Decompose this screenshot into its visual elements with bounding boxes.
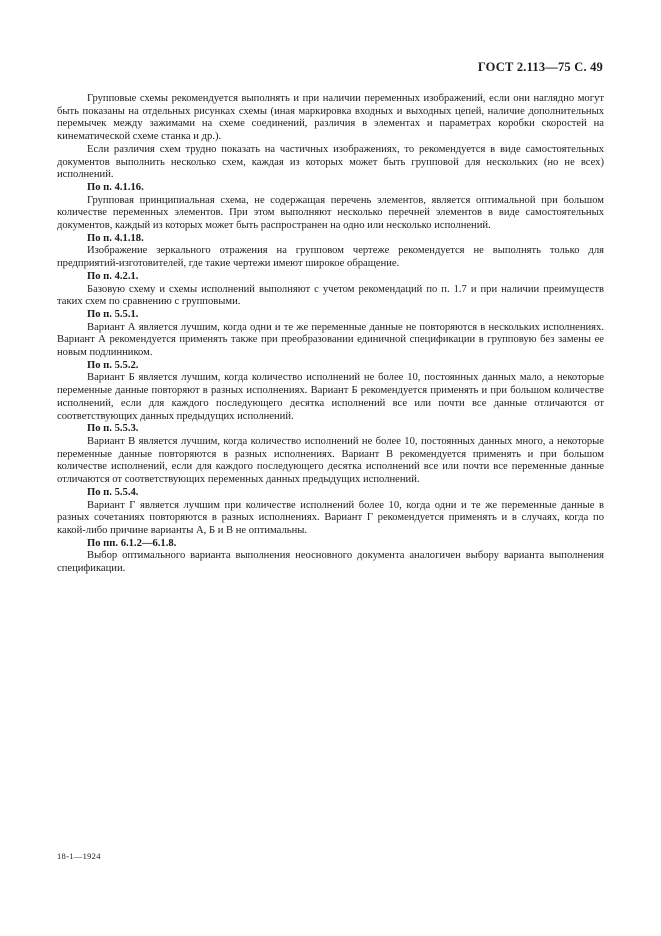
paragraph: Вариант Б является лучшим, когда количество исполнений не более 10, постоянных данных мало, а некоторые переменные данные повторяют в разных исполнениях. Вариант Б рекомендуется применять и при большом количестве исполнений, если для каждого последующего десятка исполнений все или почти все данные отличаются от соответствующих данных предыдущих исполнений. xyxy=(57,372,604,422)
print-order-code: 18-1—1924 xyxy=(57,851,101,861)
paragraph: Вариант Г является лучшим при количестве исполнений более 10, когда одни и те же переменные данные в разных сочетаниях повторяются в разных исполнениях. Вариант Г рекомендуется применять и в случаях, когда по какой-либо причине варианты А, Б и В не оптимальны. xyxy=(57,499,604,536)
clause-heading: По п. 4.2.1. xyxy=(87,270,139,282)
clause-heading: По пп. 6.1.2—6.1.8. xyxy=(87,537,177,549)
document-body xyxy=(57,93,604,576)
gost-page-header: ГОСТ 2.113—75 С. 49 xyxy=(477,60,603,74)
clause-heading: По п. 4.1.18. xyxy=(87,232,144,244)
paragraph: Выбор оптимального варианта выполнения неосновного документа аналогичен выбору варианта выполнения спецификации. xyxy=(57,550,604,575)
clause-heading: По п. 4.1.16. xyxy=(87,181,144,193)
clause-heading: По п. 5.5.1. xyxy=(87,308,139,320)
paragraph: Вариант А является лучшим, когда одни и те же переменные данные не повторяются в нескольких исполнениях. Вариант А рекомендуется применять также при преобразовании единичной спецификации в групповую без замены ее новым подлинником. xyxy=(57,321,604,359)
paragraph: Изображение зеркального отражения на групповом чертеже рекомендуется не выполнять только для предприятий-изготовителей, где такие чертежи имеют широкое обращение. xyxy=(57,245,604,270)
paragraph: Групповые схемы рекомендуется выполнять и при наличии переменных изображений, если они наглядно могут быть показаны на отдельных рисунках схемы (иная маркировка входных и выходных цепей, наличие дополнительных перемычек между зажимами на схеме соединений, различия в элементах и параметрах коробки скоростей на кинематической схеме станка и др.). xyxy=(57,93,604,143)
clause-heading: По п. 5.5.2. xyxy=(87,359,139,371)
clause-heading: По п. 5.5.4. xyxy=(87,486,139,498)
paragraph: Вариант В является лучшим, когда количество исполнений не более 10, постоянных данных много, а некоторые переменные данные повторяются в разных исполнениях. Вариант В рекомендуется применять и при большом количестве исполнений, если для каждого последующего десятка исполнений все или почти все переменные данные отличаются от соответствующих переменных данных предыдущих исполнений. xyxy=(57,435,604,486)
paragraph: Групповая принципиальная схема, не содержащая перечень элементов, является оптимальной при большом количестве переменных элементов. При этом выполняют несколько перечней элементов в виде самостоятельных документов, каждый из которых может быть распространен на одно или несколько исполнений. xyxy=(57,194,604,232)
paragraph: Если различия схем трудно показать на частичных изображениях, то рекомендуется в виде самостоятельных документов выполнить несколько схем, каждая из которых может быть групповой для нескольких (но не всех) исполнений. xyxy=(57,143,604,181)
paragraph: Базовую схему и схемы исполнений выполняют с учетом рекомендаций по п. 1.7 и при наличии преимуществ таких схем по сравнению с групповыми. xyxy=(57,283,604,308)
clause-heading: По п. 5.5.3. xyxy=(87,423,139,435)
